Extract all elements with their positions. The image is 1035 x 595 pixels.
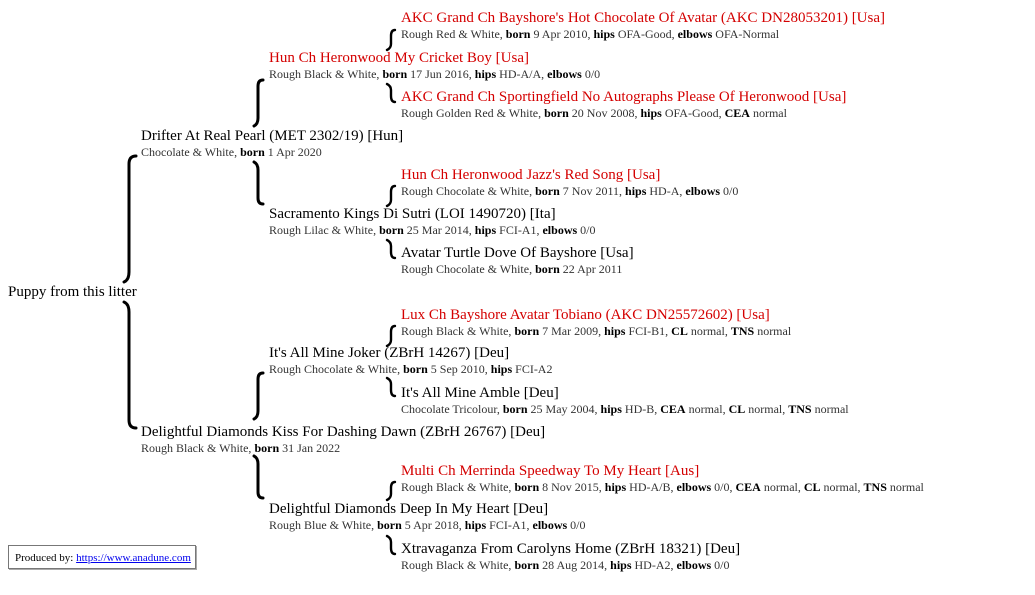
- cea-label: CEA: [724, 106, 750, 120]
- bracket-dam-ds: [254, 373, 263, 419]
- dd-colour: Rough Blue & White,: [269, 518, 375, 532]
- sss-name: AKC Grand Ch Bayshore's Hot Chocolate Of Avatar (AKC DN28053201) [Usa]: [401, 10, 886, 26]
- hips-label: hips: [474, 223, 497, 237]
- sd-node: [269, 206, 596, 238]
- ddd-name: Xtravaganza From Carolyns Home (ZBrH 18321) [Deu]: [401, 541, 741, 557]
- hips-label: hips: [593, 27, 615, 41]
- dsd-name: It's All Mine Amble [Deu]: [401, 385, 559, 401]
- ds-name: It's All Mine Joker (ZBrH 14267) [Deu]: [269, 345, 510, 361]
- cl-label: CL: [728, 402, 746, 416]
- dsd-cea: normal,: [688, 402, 726, 416]
- ssd-node: [401, 89, 846, 121]
- bracket-ddd: [387, 536, 395, 554]
- dss-born: 7 Mar 2009: [542, 324, 599, 338]
- sd-born: 25 Mar 2014: [406, 223, 469, 237]
- ss-info: Rough Black & White, born 17 Jun 2016, hips HD-A/A, elbows 0/0: [269, 67, 601, 81]
- cea-label: CEA: [660, 402, 686, 416]
- sds-colour: Rough Chocolate & White,: [401, 184, 533, 198]
- ds-born: 5 Sep 2010: [430, 362, 485, 376]
- dds-node: [401, 463, 924, 495]
- ssd-name: AKC Grand Ch Sportingfield No Autographs Please Of Heronwood [Usa]: [401, 89, 847, 105]
- dds-born: 8 Nov 2015: [542, 480, 599, 494]
- hips-label: hips: [625, 184, 647, 198]
- dds-cea: normal,: [763, 480, 801, 494]
- born-label: born: [544, 106, 569, 120]
- sire-colour: Chocolate & White,: [141, 145, 238, 159]
- sd-elbows: 0/0: [580, 223, 596, 237]
- cl-label: CL: [671, 324, 688, 338]
- sire-info: [141, 145, 403, 160]
- ds-info: Rough Chocolate & White, born 5 Sep 2010, hips FCI-A2: [269, 362, 553, 376]
- cl-label: CL: [803, 480, 821, 494]
- born-label: born: [240, 145, 265, 159]
- dsd-tns: normal: [814, 402, 849, 416]
- bracket-dsd: [387, 378, 395, 396]
- bracket-ssd: [387, 84, 395, 102]
- dam-node: [141, 424, 545, 456]
- produced-by-label: Produced by:: [15, 552, 74, 564]
- hips-label: hips: [604, 324, 626, 338]
- born-label: born: [514, 480, 540, 494]
- elbows-label: elbows: [532, 518, 568, 532]
- puppy-name: Puppy from this litter: [8, 284, 137, 300]
- sss-node: [401, 10, 885, 42]
- dd-hips: FCI-A1,: [489, 518, 530, 532]
- elbows-label: elbows: [676, 558, 712, 572]
- produced-by-box: [8, 545, 196, 569]
- tns-label: TNS: [863, 480, 887, 494]
- hips-label: hips: [600, 402, 622, 416]
- ss-born: 17 Jun 2016: [410, 67, 469, 81]
- dsd-cl: normal,: [748, 402, 786, 416]
- ds-hips: FCI-A2: [515, 362, 553, 376]
- sire-born: 1 Apr 2020: [267, 145, 322, 159]
- sdd-node: [401, 245, 634, 277]
- dam-born: 31 Jan 2022: [282, 441, 341, 455]
- born-label: born: [403, 362, 428, 376]
- sds-info: Rough Chocolate & White, born 7 Nov 2011, hips HD-A, elbows 0/0: [401, 184, 739, 198]
- dss-info: Rough Black & White, born 7 Mar 2009, hips FCI-B1, CL normal, TNS normal: [401, 324, 792, 338]
- dd-node: [269, 501, 586, 533]
- dam-info: [141, 441, 545, 456]
- ss-name: Hun Ch Heronwood My Cricket Boy [Usa]: [269, 50, 529, 66]
- ssd-colour: Rough Golden Red & White,: [401, 106, 542, 120]
- sd-info: Rough Lilac & White, born 25 Mar 2014, hips FCI-A1, elbows 0/0: [269, 223, 596, 237]
- bracket-dam-dd: [254, 456, 263, 498]
- sds-node: [401, 167, 738, 199]
- ssd-cea: normal: [752, 106, 787, 120]
- dss-tns: normal: [757, 324, 792, 338]
- ddd-node: [401, 541, 740, 573]
- ss-elbows: 0/0: [584, 67, 601, 81]
- sd-name: Sacramento Kings Di Sutri (LOI 1490720) [Ita]: [269, 206, 556, 222]
- dam-name: Delightful Diamonds Kiss For Dashing Dawn (ZBrH 26767) [Deu]: [141, 424, 546, 440]
- dd-elbows: 0/0: [570, 518, 586, 532]
- hips-label: hips: [474, 67, 497, 81]
- ddd-colour: Rough Black & White,: [401, 558, 512, 572]
- sdd-name: Avatar Turtle Dove Of Bayshore [Usa]: [401, 245, 634, 261]
- dd-info: Rough Blue & White, born 5 Apr 2018, hips FCI-A1, elbows 0/0: [269, 518, 586, 532]
- hips-label: hips: [490, 362, 513, 376]
- elbows-label: elbows: [676, 480, 712, 494]
- bracket-sss: [387, 30, 395, 50]
- bracket-puppy-sire: [124, 156, 136, 282]
- ss-hips: HD-A/A,: [499, 67, 545, 81]
- born-label: born: [254, 441, 280, 455]
- sss-hips: OFA-Good,: [617, 27, 675, 41]
- born-label: born: [514, 324, 540, 338]
- bracket-sire-sd: [254, 162, 263, 204]
- hips-label: hips: [464, 518, 487, 532]
- bracket-sire-ss: [254, 80, 263, 126]
- bracket-puppy-dam: [124, 302, 136, 428]
- born-label: born: [535, 262, 560, 276]
- dds-hips: HD-A/B,: [629, 480, 674, 494]
- ssd-born: 20 Nov 2008: [571, 106, 635, 120]
- dds-name: Multi Ch Merrinda Speedway To My Heart [Aus]: [401, 463, 700, 479]
- bracket-dss: [387, 326, 395, 346]
- ds-node: [269, 345, 552, 377]
- ddd-info: Rough Black & White, born 28 Aug 2014, hips HD-A2, elbows 0/0: [401, 558, 730, 572]
- sire-name: Drifter At Real Pearl (MET 2302/19) [Hun]: [141, 128, 404, 144]
- ss-colour: Rough Black & White,: [269, 67, 380, 81]
- dsd-info: Chocolate Tricolour, born 25 May 2004, hips HD-B, CEA normal, CL normal, TNS normal: [401, 402, 849, 416]
- sire-node: [141, 128, 403, 160]
- born-label: born: [379, 223, 404, 237]
- hips-label: hips: [610, 558, 632, 572]
- sdd-born: 22 Apr 2011: [562, 262, 623, 276]
- anadune-link[interactable]: https://www.anadune.com: [76, 552, 191, 564]
- ss-node: [269, 50, 600, 82]
- ddd-elbows: 0/0: [714, 558, 730, 572]
- dsd-node: [401, 385, 849, 417]
- sss-info: Rough Red & White, born 9 Apr 2010, hips OFA-Good, elbows OFA-Normal: [401, 27, 780, 41]
- elbows-label: elbows: [677, 27, 713, 41]
- born-label: born: [505, 27, 531, 41]
- elbows-label: elbows: [542, 223, 578, 237]
- dss-node: [401, 307, 791, 339]
- sdd-info: [401, 262, 634, 277]
- dds-cl: normal,: [823, 480, 861, 494]
- sds-hips: HD-A,: [649, 184, 683, 198]
- dds-tns: normal: [889, 480, 924, 494]
- elbows-label: elbows: [685, 184, 721, 198]
- ddd-hips: HD-A2,: [634, 558, 674, 572]
- born-label: born: [377, 518, 402, 532]
- sss-elbows: OFA-Normal: [715, 27, 780, 41]
- dds-elbows: 0/0,: [714, 480, 733, 494]
- dd-born: 5 Apr 2018: [404, 518, 459, 532]
- ssd-info: Rough Golden Red & White, born 20 Nov 2008, hips OFA-Good, CEA normal: [401, 106, 787, 120]
- dss-colour: Rough Black & White,: [401, 324, 512, 338]
- ddd-born: 28 Aug 2014: [542, 558, 605, 572]
- dss-name: Lux Ch Bayshore Avatar Tobiano (AKC DN25572602) [Usa]: [401, 307, 770, 323]
- ssd-hips: OFA-Good,: [664, 106, 722, 120]
- bracket-dds: [387, 482, 395, 500]
- sss-born: 9 Apr 2010: [533, 27, 588, 41]
- elbows-label: elbows: [547, 67, 582, 81]
- tns-label: TNS: [730, 324, 755, 338]
- dd-name: Delightful Diamonds Deep In My Heart [Deu]: [269, 501, 549, 517]
- born-label: born: [502, 402, 528, 416]
- sdd-colour: Rough Chocolate & White,: [401, 262, 533, 276]
- dss-cl: normal,: [690, 324, 728, 338]
- born-label: born: [514, 558, 540, 572]
- dsd-colour: Chocolate Tricolour,: [401, 402, 500, 416]
- dds-info: Rough Black & White, born 8 Nov 2015, hips HD-A/B, elbows 0/0, CEA normal, CL normal, TNS normal: [401, 480, 924, 494]
- sds-born: 7 Nov 2011: [562, 184, 620, 198]
- bracket-sds: [387, 186, 395, 206]
- sds-name: Hun Ch Heronwood Jazz's Red Song [Usa]: [401, 167, 661, 183]
- hips-label: hips: [640, 106, 662, 120]
- bracket-sdd: [387, 240, 395, 258]
- dsd-born: 25 May 2004: [530, 402, 595, 416]
- dsd-hips: HD-B,: [624, 402, 658, 416]
- born-label: born: [382, 67, 408, 81]
- sd-colour: Rough Lilac & White,: [269, 223, 377, 237]
- hips-label: hips: [604, 480, 627, 494]
- sds-elbows: 0/0: [723, 184, 739, 198]
- cea-label: CEA: [735, 480, 761, 494]
- dss-hips: FCI-B1,: [628, 324, 669, 338]
- puppy-node: [8, 284, 137, 301]
- ds-colour: Rough Chocolate & White,: [269, 362, 401, 376]
- tns-label: TNS: [788, 402, 812, 416]
- dam-colour: Rough Black & White,: [141, 441, 252, 455]
- sd-hips: FCI-A1,: [499, 223, 540, 237]
- dds-colour: Rough Black & White,: [401, 480, 512, 494]
- born-label: born: [535, 184, 560, 198]
- sss-colour: Rough Red & White,: [401, 27, 503, 41]
